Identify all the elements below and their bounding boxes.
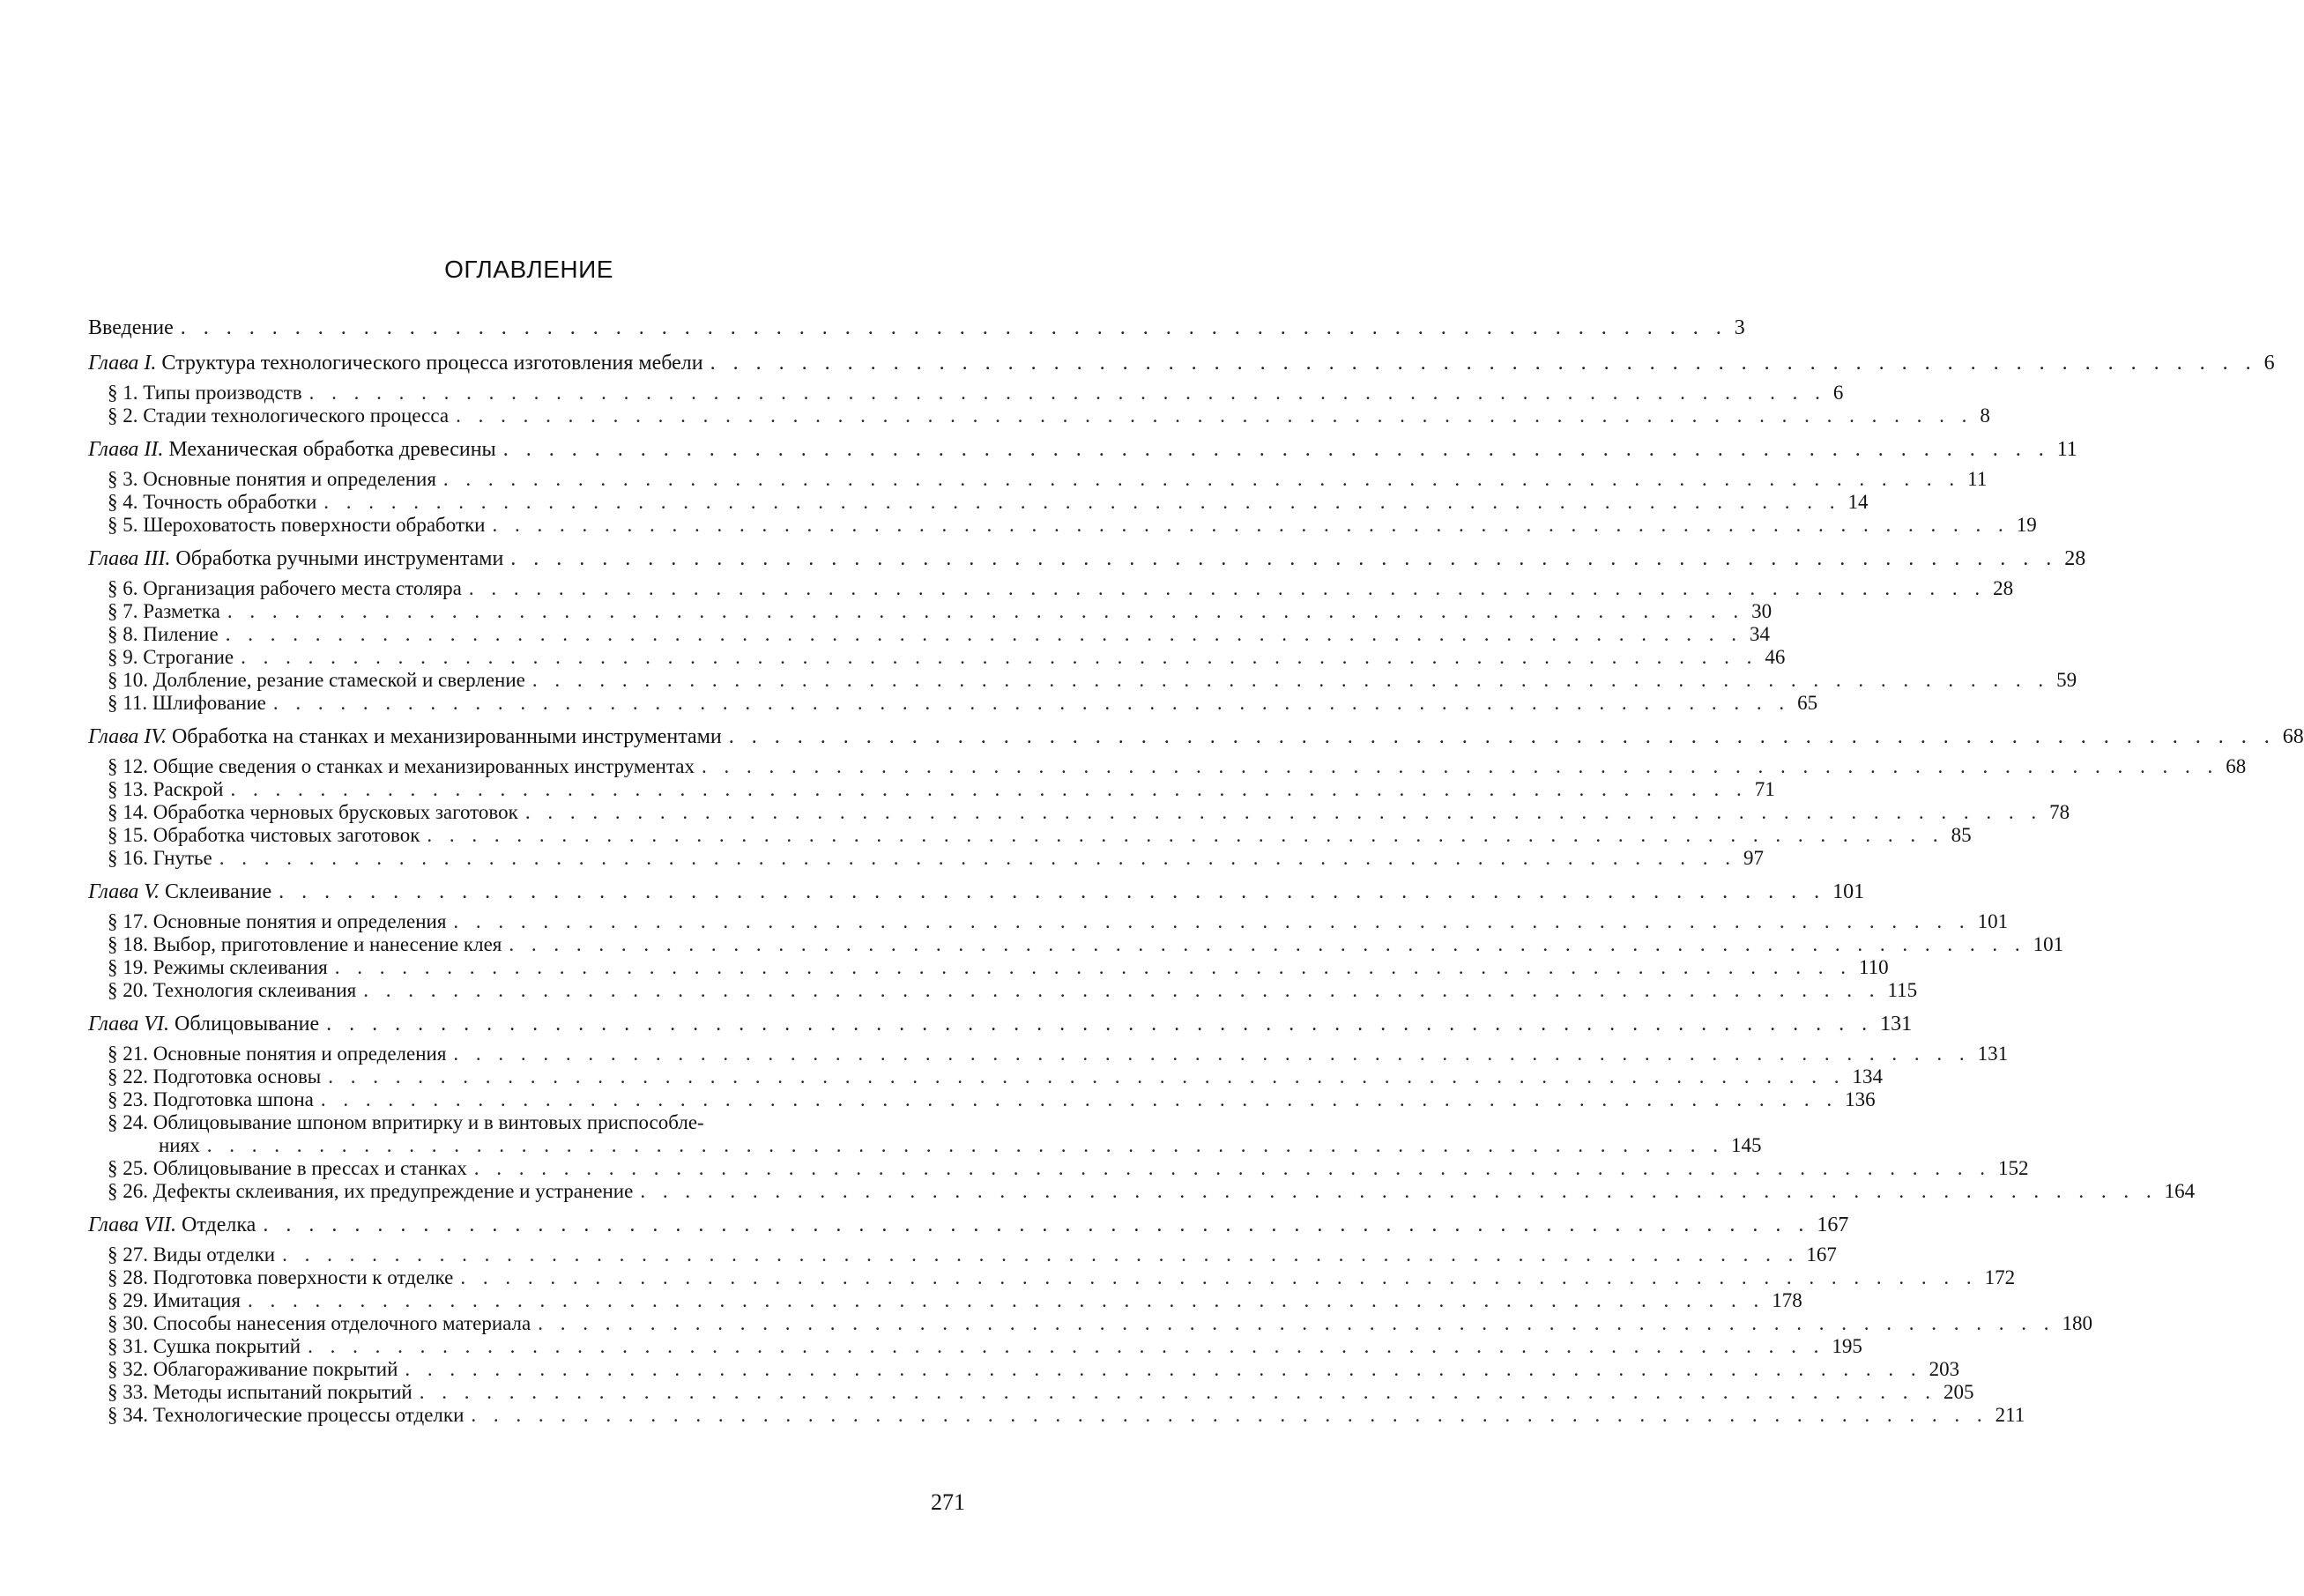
leader-dots: . . . . . . . . . . . . . . . . . . . . . . . . . . . . . . . . . . . . . . . . . . . . . . . . . . . . . . . . . . . . . . . . . . . . [328, 1065, 1846, 1088]
toc-entry-label: § 25. Облицовывание в прессах и станках [108, 1157, 467, 1179]
toc-entry-label: § 4. Точность обработки [108, 491, 317, 513]
leader-dots: . . . . . . . . . . . . . . . . . . . . . . . . . . . . . . . . . . . . . . . . . . . . . . . . . . . . . . . . . . . . . . . . . . . . [323, 491, 1841, 513]
toc-entry-label: § 21. Основные понятия и определения [108, 1043, 447, 1065]
toc-chapter [88, 350, 2275, 376]
toc-entry-label: § 27. Виды отделки [108, 1243, 276, 1266]
leader-dots: . . . . . . . . . . . . . . . . . . . . . . . . . . . . . . . . . . . . . . . . . . . . . . . . . . . . . . . . . . . . . . . . . . . . [473, 1157, 1991, 1179]
toc-section [88, 1043, 2009, 1065]
leader-dots: . . . . . . . . . . . . . . . . . . . . . . . . . . . . . . . . . . . . . . . . . . . . . . . . . . . . . . . . . . . . . . . . . . . . [247, 1289, 1765, 1311]
toc-section [88, 778, 1775, 801]
leader-dots: . . . . . . . . . . . . . . . . . . . . . . . . . . . . . . . . . . . . . . . . . . . . . . . . . . . . . . . . . . . . . . . . . . . . [363, 979, 1881, 1001]
toc-entry-label: Введение [88, 316, 174, 339]
toc-chapter [88, 1212, 1849, 1238]
leader-dots: . . . . . . . . . . . . . . . . . . . . . . . . . . . . . . . . . . . . . . . . . . . . . . . . . . . . . . . . . . . . . . . . . . . . [509, 933, 2026, 955]
chapter-title: Обработка на станках и механизированными инструментами [171, 725, 722, 748]
toc-section [88, 600, 1773, 623]
toc-section [88, 514, 2037, 537]
toc-section [88, 1243, 1837, 1266]
leader-dots: . . . . . . . . . . . . . . . . . . . . . . . . . . . . . . . . . . . . . . . . . . . . . . . . . . . . . . . . . . . . . . . . . . . . [453, 910, 1971, 932]
leader-dots: . . . . . . . . . . . . . . . . . . . . . . . . . . . . . . . . . . . . . . . . . . . . . . . . . . . . . . . . . . . . . . . . . . . . [442, 468, 1961, 490]
toc-entry-label: § 3. Основные понятия и определения [108, 468, 436, 490]
toc-entry-label [88, 1011, 319, 1037]
toc-entry-label [88, 436, 496, 463]
page-number: 271 [931, 1489, 965, 1515]
chapter-number: Глава III. [88, 547, 171, 570]
chapter-title: Склеивание [164, 880, 272, 903]
toc-entry-label: § 34. Технологические процессы отделки [108, 1404, 465, 1426]
leader-dots: . . . . . . . . . . . . . . . . . . . . . . . . . . . . . . . . . . . . . . . . . . . . . . . . . . . . . . . . . . . . . . . . . . . . [263, 1214, 1810, 1236]
toc-page-number: 8 [1980, 405, 1990, 427]
toc-entry-label: § 28. Подготовка поверхности к отделке [108, 1266, 454, 1288]
leader-dots: . . . . . . . . . . . . . . . . . . . . . . . . . . . . . . . . . . . . . . . . . . . . . . . . . . . . . . . . . . . . . . . . . . . . [241, 646, 1758, 668]
toc-section [88, 933, 2064, 956]
toc-entry-label: § 19. Режимы склеивания [108, 956, 328, 978]
toc-section [88, 1157, 2029, 1180]
chapter-number: Глава VII. [88, 1214, 177, 1236]
toc-section [88, 956, 1889, 979]
toc-chapter [88, 546, 2086, 572]
toc-entry-label: § 12. Общие сведения о станках и механизированных инструментах [108, 755, 695, 777]
toc-page-number: 115 [1887, 979, 1918, 1001]
leader-dots: . . . . . . . . . . . . . . . . . . . . . . . . . . . . . . . . . . . . . . . . . . . . . . . . . . . . . . . . . . . . . . . . . . . . [538, 1312, 2055, 1334]
toc-entry-label: § 22. Подготовка основы [108, 1065, 322, 1088]
toc-section [88, 405, 1990, 427]
toc-page-number: 85 [1951, 824, 1972, 846]
toc-page-number: 28 [2064, 547, 2086, 570]
toc-section [88, 824, 1972, 847]
toc-entry-label [88, 724, 722, 750]
toc-section [88, 801, 2070, 824]
toc-section [88, 1266, 2016, 1289]
toc-section [88, 1088, 1876, 1111]
toc-section [88, 1289, 1802, 1312]
leader-dots: . . . . . . . . . . . . . . . . . . . . . . . . . . . . . . . . . . . . . . . . . . . . . . . . . . . . . . . . . . . . . . . . . . . . [308, 382, 1826, 404]
leader-dots: . . . . . . . . . . . . . . . . . . . . . . . . . . . . . . . . . . . . . . . . . . . . . . . . . . . . . . . . . . . . . . . . . . . . [702, 755, 2219, 777]
toc-entry-label [88, 546, 503, 572]
leader-dots: . . . . . . . . . . . . . . . . . . . . . . . . . . . . . . . . . . . . . . . . . . . . . . . . . . . . . . . . . . . . . . . . . . . . [320, 1088, 1839, 1110]
toc-page-number: 178 [1772, 1289, 1802, 1311]
toc-entry-label: § 17. Основные понятия и определения [108, 910, 447, 932]
leader-dots: . . . . . . . . . . . . . . . . . . . . . . . . . . . . . . . . . . . . . . . . . . . . . . . . . . . . . . . . . . . . . . . . . . . . [308, 1335, 1825, 1357]
toc-section [88, 1358, 1960, 1381]
toc-page-number: 203 [1929, 1358, 1960, 1380]
leader-dots: . . . . . . . . . . . . . . . . . . . . . . . . . . . . . . . . . . . . . . . . . . . . . . . . . . . . . . . . . . . . . . . . . . . . [456, 405, 1973, 427]
leader-dots: . . . . . . . . . . . . . . . . . . . . . . . . . . . . . . . . . . . . . . . . . . . . . . . . . . . . . . . . . . . . . . . . . . . . [468, 577, 1987, 599]
leader-dots: . . . . . . . . . . . . . . . . . . . . . . . . . . . . . . . . . . . . . . . . . . . . . . . . . . . . . . . . . . . . . . . . . . . . [471, 1404, 1988, 1426]
toc-page-number: 6 [1832, 382, 1844, 404]
toc-entry-label: § 6. Организация рабочего места столяра [108, 577, 462, 599]
toc-section [88, 491, 1869, 514]
toc-page-number: 110 [1859, 956, 1889, 978]
toc-page-number: 14 [1847, 491, 1869, 513]
toc-page-number: 134 [1852, 1065, 1884, 1088]
toc-page-number: 59 [2056, 669, 2077, 691]
chapter-number: Глава I. [88, 352, 157, 375]
page-title: ОГЛАВЛЕНИЕ [444, 256, 613, 283]
toc-entry-label: § 7. Разметка [108, 600, 220, 622]
table-of-contents [88, 315, 2304, 1427]
leader-dots: . . . . . . . . . . . . . . . . . . . . . . . . . . . . . . . . . . . . . . . . . . . . . . . . . . . . . . . . . . . . . . . . . . . . [230, 778, 1748, 800]
toc-entry-label: § 16. Гнутье [108, 847, 212, 869]
toc-page-number: 68 [2282, 725, 2304, 748]
leader-dots: . . . . . . . . . . . . . . . . . . . . . . . . . . . . . . . . . . . . . . . . . . . . . . . . . . . . . . . . . . . . . . . . . . . . [225, 623, 1743, 645]
toc-page-number: 3 [1734, 316, 1745, 339]
toc-entry-label: § 9. Строгание [108, 646, 234, 668]
toc-page-number: 97 [1743, 847, 1764, 869]
leader-dots: . . . . . . . . . . . . . . . . . . . . . . . . . . . . . . . . . . . . . . . . . . . . . . . . . . . . . . . . . . . . . . . . . . . . [728, 725, 2276, 748]
leader-dots: . . . . . . . . . . . . . . . . . . . . . . . . . . . . . . . . . . . . . . . . . . . . . . . . . . . . . . . . . . . . . . . . . . . . [427, 824, 1944, 846]
leader-dots: . . . . . . . . . . . . . . . . . . . . . . . . . . . . . . . . . . . . . . . . . . . . . . . . . . . . . . . . . . . . . . . . . . . . [334, 956, 1852, 978]
toc-entry-label: § 29. Имитация [108, 1289, 241, 1311]
leader-dots: . . . . . . . . . . . . . . . . . . . . . . . . . . . . . . . . . . . . . . . . . . . . . . . . . . . . . . . . . . . . . . . . . . . . [405, 1358, 1922, 1380]
toc-entry-label: § 24. Облицовывание шпоном впритирку и в винтовых приспособле- [108, 1111, 704, 1133]
toc-section [88, 1312, 2092, 1335]
toc-section [88, 847, 1764, 870]
leader-dots: . . . . . . . . . . . . . . . . . . . . . . . . . . . . . . . . . . . . . . . . . . . . . . . . . . . . . . . . . . . . . . . . . . . . [326, 1013, 1874, 1036]
leader-dots: . . . . . . . . . . . . . . . . . . . . . . . . . . . . . . . . . . . . . . . . . . . . . . . . . . . . . . . . . . . . . . . . . . . . [419, 1381, 1936, 1403]
toc-entry-label: § 13. Раскрой [108, 778, 224, 800]
toc-chapter [88, 879, 1865, 905]
leader-dots: . . . . . . . . . . . . . . . . . . . . . . . . . . . . . . . . . . . . . . . . . . . . . . . . . . . . . . . . . . . . . . . . . . . . [492, 514, 2010, 536]
toc-entry-label: § 31. Сушка покрытий [108, 1335, 301, 1357]
toc-section [88, 755, 2247, 778]
toc-page-number: 19 [2016, 514, 2037, 536]
toc-page-number: 101 [1832, 880, 1865, 903]
leader-dots: . . . . . . . . . . . . . . . . . . . . . . . . . . . . . . . . . . . . . . . . . . . . . . . . . . . . . . . . . . . . . . . . . . . . [180, 316, 1728, 339]
toc-section [88, 1180, 2196, 1203]
toc-page-number: 71 [1754, 778, 1775, 800]
toc-page-number: 28 [1993, 577, 2014, 599]
toc-entry-label: § 30. Способы нанесения отделочного материала [108, 1312, 531, 1334]
leader-dots: . . . . . . . . . . . . . . . . . . . . . . . . . . . . . . . . . . . . . . . . . . . . . . . . . . . . . . . . . . . . . . . . . . . . [524, 801, 2043, 823]
leader-dots: . . . . . . . . . . . . . . . . . . . . . . . . . . . . . . . . . . . . . . . . . . . . . . . . . . . . . . . . . . . . . . . . . . . . [453, 1043, 1971, 1065]
chapter-number: Глава VI. [88, 1013, 170, 1036]
leader-dots: . . . . . . . . . . . . . . . . . . . . . . . . . . . . . . . . . . . . . . . . . . . . . . . . . . . . . . . . . . . . . . . . . . . . [460, 1266, 1978, 1288]
toc-section [88, 1335, 1862, 1358]
toc-entry-label: § 10. Долбление, резание стамеской и сверление [108, 669, 525, 691]
chapter-number: Глава II. [88, 438, 164, 461]
leader-dots: . . . . . . . . . . . . . . . . . . . . . . . . . . . . . . . . . . . . . . . . . . . . . . . . . . . . . . . . . . . . . . . . . . . . [227, 600, 1745, 622]
chapter-title: Механическая обработка древесины [168, 438, 496, 461]
toc-section [88, 979, 1918, 1002]
toc-entry-label: ниях [159, 1134, 200, 1156]
toc-chapter [88, 1011, 1913, 1037]
toc-section [88, 1404, 2025, 1427]
toc-page-number: 167 [1817, 1214, 1849, 1236]
toc-entry-label: § 14. Обработка черновых брусковых заготовок [108, 801, 518, 823]
leader-dots: . . . . . . . . . . . . . . . . . . . . . . . . . . . . . . . . . . . . . . . . . . . . . . . . . . . . . . . . . . . . . . . . . . . . [219, 847, 1736, 869]
leader-dots: . . . . . . . . . . . . . . . . . . . . . . . . . . . . . . . . . . . . . . . . . . . . . . . . . . . . . . . . . . . . . . . . . . . . [502, 438, 2050, 461]
toc-section [88, 646, 1786, 669]
toc-entry-label [88, 879, 271, 905]
toc-chapter [88, 724, 2304, 750]
leader-dots: . . . . . . . . . . . . . . . . . . . . . . . . . . . . . . . . . . . . . . . . . . . . . . . . . . . . . . . . . . . . . . . . . . . . [206, 1134, 1724, 1156]
leader-dots: . . . . . . . . . . . . . . . . . . . . . . . . . . . . . . . . . . . . . . . . . . . . . . . . . . . . . . . . . . . . . . . . . . . . [282, 1243, 1800, 1266]
toc-page-number: 211 [1995, 1404, 2025, 1426]
toc-entry-label: § 5. Шероховатость поверхности обработки [108, 514, 486, 536]
toc-page-number: 152 [1998, 1157, 2029, 1179]
chapter-title: Обработка ручными инструментами [175, 547, 504, 570]
toc-page-number: 164 [2164, 1180, 2196, 1202]
toc-section [88, 669, 2077, 692]
toc-page-number: 136 [1845, 1088, 1876, 1110]
toc-page-number: 101 [1977, 910, 2009, 932]
toc-page-number: 46 [1765, 646, 1786, 668]
toc-chapter [88, 436, 2077, 463]
toc-page-number: 205 [1943, 1381, 1974, 1403]
toc-section [88, 1065, 1884, 1088]
leader-dots: . . . . . . . . . . . . . . . . . . . . . . . . . . . . . . . . . . . . . . . . . . . . . . . . . . . . . . . . . . . . . . . . . . . . [531, 669, 2050, 691]
toc-section [88, 623, 1770, 646]
toc-page-number: 131 [1880, 1013, 1913, 1036]
toc-page-number: 6 [2263, 352, 2275, 375]
toc-page-number: 65 [1797, 692, 1818, 714]
toc-entry-label: § 2. Стадии технологического процесса [108, 405, 450, 427]
toc-page-number: 30 [1751, 600, 1773, 622]
toc-section [88, 692, 1818, 715]
toc-section [88, 1134, 1762, 1157]
chapter-title: Отделка [182, 1214, 256, 1236]
chapter-number: Глава V. [88, 880, 160, 903]
toc-entry-label: § 23. Подготовка шпона [108, 1088, 314, 1110]
toc-intro [88, 315, 1745, 341]
toc-entry-label: § 15. Обработка чистовых заготовок [108, 824, 420, 846]
leader-dots: . . . . . . . . . . . . . . . . . . . . . . . . . . . . . . . . . . . . . . . . . . . . . . . . . . . . . . . . . . . . . . . . . . . . [640, 1180, 2158, 1202]
toc-section [88, 468, 1988, 491]
toc-entry-label: § 20. Технология склеивания [108, 979, 357, 1001]
chapter-title: Структура технологического процесса изготовления мебели [161, 352, 703, 375]
toc-page-number: 180 [2062, 1312, 2092, 1334]
toc-page-number: 68 [2226, 755, 2247, 777]
toc-page-number: 101 [2033, 933, 2064, 955]
toc-entry-label: § 8. Пиление [108, 623, 219, 645]
toc-entry-label [88, 350, 703, 376]
toc-page-number: 34 [1749, 623, 1770, 645]
toc-page-number: 145 [1730, 1134, 1762, 1156]
toc-entry-label [88, 1212, 256, 1238]
toc-page-number: 172 [1984, 1266, 2016, 1288]
toc-page-number: 11 [1967, 468, 1988, 490]
toc-page-number: 78 [2049, 801, 2070, 823]
toc-section [88, 382, 1844, 405]
toc-section [88, 577, 2014, 600]
toc-page-number: 11 [2056, 438, 2077, 461]
toc-entry-label: § 26. Дефекты склеивания, их предупреждение и устранение [108, 1180, 634, 1202]
leader-dots: . . . . . . . . . . . . . . . . . . . . . . . . . . . . . . . . . . . . . . . . . . . . . . . . . . . . . . . . . . . . . . . . . . . . [279, 880, 1826, 903]
toc-section [88, 1111, 965, 1134]
toc-entry-label: § 32. Облагораживание покрытий [108, 1358, 398, 1380]
toc-section [88, 1381, 1974, 1404]
leader-dots: . . . . . . . . . . . . . . . . . . . . . . . . . . . . . . . . . . . . . . . . . . . . . . . . . . . . . . . . . . . . . . . . . . . . [510, 547, 2058, 570]
leader-dots: . . . . . . . . . . . . . . . . . . . . . . . . . . . . . . . . . . . . . . . . . . . . . . . . . . . . . . . . . . . . . . . . . . . . [272, 692, 1791, 714]
toc-section [88, 910, 2009, 933]
toc-page-number: 131 [1977, 1043, 2009, 1065]
toc-entry-label: § 33. Методы испытаний покрытий [108, 1381, 412, 1403]
chapter-number: Глава IV. [88, 725, 167, 748]
toc-entry-label: § 11. Шлифование [108, 692, 266, 714]
chapter-title: Облицовывание [175, 1013, 320, 1036]
toc-page-number: 167 [1806, 1243, 1837, 1266]
leader-dots: . . . . . . . . . . . . . . . . . . . . . . . . . . . . . . . . . . . . . . . . . . . . . . . . . . . . . . . . . . . . . . . . . . . . [710, 352, 2257, 375]
toc-entry-label: § 18. Выбор, приготовление и нанесение клея [108, 933, 502, 955]
toc-page-number: 195 [1832, 1335, 1862, 1357]
toc-entry-label: § 1. Типы производств [108, 382, 302, 404]
